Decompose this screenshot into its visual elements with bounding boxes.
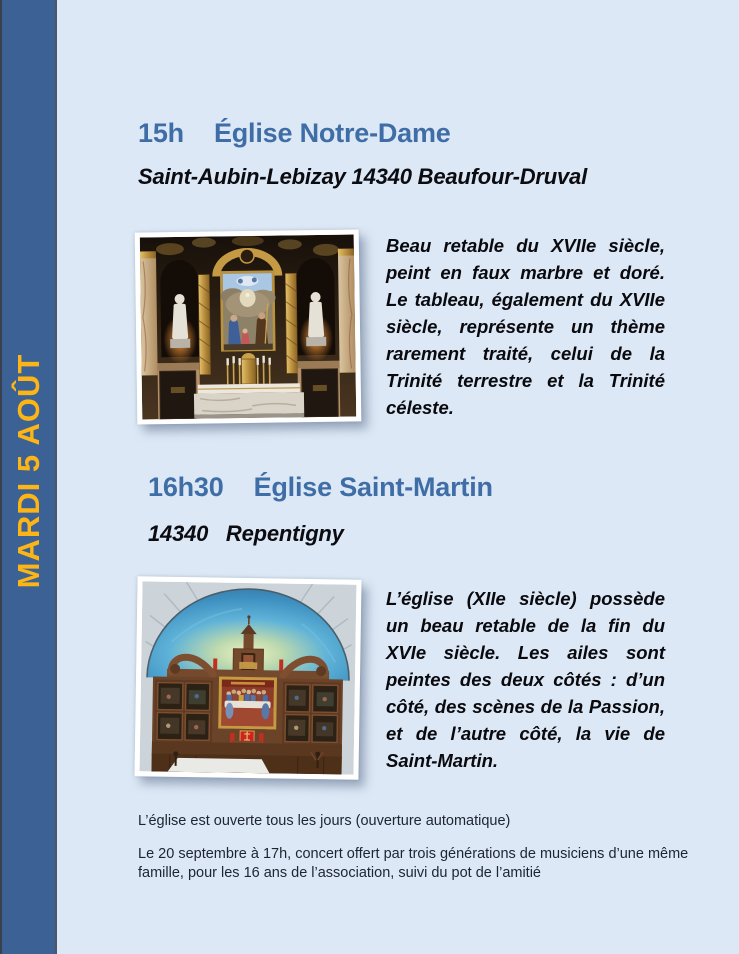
event2-description: L’église (XIIe siècle) possède un beau retable de la fin du XVIe siècle. Les ailes sont peintes des deux côtés : d’un côté, des scènes de la Passion, et de l’autre côté, la vie de Saint-Martin. xyxy=(386,588,665,771)
event2-address: 14340 Repentigny xyxy=(148,521,344,546)
event1-title: Église Notre-Dame xyxy=(213,118,451,148)
date-label: MARDI 5 AOÛT xyxy=(10,353,46,589)
notre-dame-altar-illustration xyxy=(140,235,357,420)
saint-martin-retable-illustration xyxy=(140,581,357,774)
note-concert: Le 20 septembre à 17h, concert offert par trois générations de musiciens d’une même famille, pour les 16 ans de l’association, suivi du pot de l’amitié xyxy=(138,846,689,881)
notre-dame-altar-photo xyxy=(135,229,362,424)
note-church-open: L’église est ouverte tous les jours (ouverture automatique) xyxy=(138,813,511,829)
event1-time: 15h xyxy=(138,118,184,148)
event1-address: Saint-Aubin-Lebizay 14340 Beaufour-Druval xyxy=(138,164,588,189)
event2-title: Église Saint-Martin xyxy=(253,472,493,502)
event2-heading xyxy=(148,472,493,503)
event1-heading xyxy=(138,118,451,149)
saint-martin-retable-photo xyxy=(134,576,361,779)
date-sidebar xyxy=(0,0,57,954)
event2-time: 16h30 xyxy=(148,472,224,502)
event1-description: Beau retable du XVIIe siècle, peint en faux marbre et doré. Le tableau, également du XVIIe siècle, représente un thème rarement traité, celui de la Trinité terrestre et la Trinité céleste. xyxy=(386,235,665,418)
